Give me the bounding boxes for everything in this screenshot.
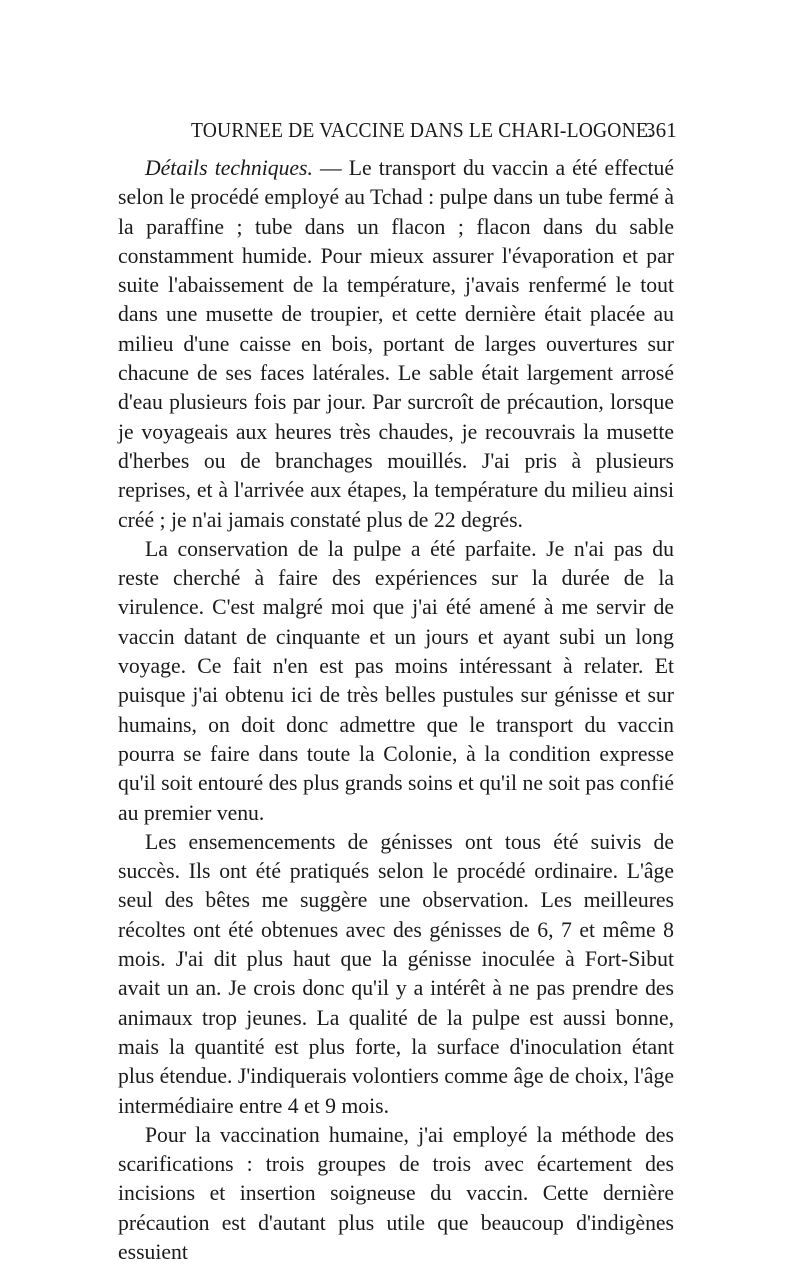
paragraph-1 [118, 154, 674, 535]
page-number: 361 [644, 118, 677, 142]
paragraph-1-text: — Le transport du vaccin a été effectué selon le procédé employé au Tchad : pulpe dans un tube fermé à la paraffine ; tube dans un flacon ; flacon dans du sable constamment humide. Pour mieux assurer l'évaporation et par suite l'abaissement de la température, j'avais renfermé le tout dans une musette de troupier, et cette dernière était placée au milieu d'une caisse en bois, portant de larges ouvertures sur chacune de ses faces latérales. Le sable était largement arrosé d'eau plusieurs fois par jour. Par surcroît de précaution, lorsque je voyageais aux heures très chaudes, je recouvrais la musette d'herbes ou de branchages mouillés. J'ai pris à plusieurs reprises, et à l'arrivée aux étapes, la température du milieu ainsi créé ; je n'ai jamais constaté plus de 22 degrés. [118, 156, 674, 532]
body-text [118, 154, 674, 1267]
running-header [118, 98, 677, 142]
paragraph-4: Pour la vaccination humaine, j'ai employé la méthode des scarifications : trois groupes de trois avec écartement des incisions et insertion soigneuse du vaccin. Cette dernière précaution est d'autant plus utile que beaucoup d'indigènes essuient [118, 1122, 674, 1264]
section-lead-in: Détails techniques. [145, 156, 313, 180]
running-title: TOURNEE DE VACCINE DANS LE CHARI-LOGONE. [191, 118, 654, 142]
book-page [118, 98, 677, 1267]
paragraph-2: La conservation de la pulpe a été parfaite. Je n'ai pas du reste cherché à faire des expériences sur la durée de la virulence. C'est malgré moi que j'ai été amené à me servir de vaccin datant de cinquante et un jours et ayant subi un long voyage. Ce fait n'en est pas moins intéressant à relater. Et puisque j'ai obtenu ici de très belles pustules sur génisse et sur humains, on doit donc admettre que le transport du vaccin pourra se faire dans toute la Colonie, à la condition expresse qu'il soit entouré des plus grands soins et qu'il ne soit pas confié au premier venu. [118, 536, 674, 825]
paragraph-3: Les ensemencements de génisses ont tous été suivis de succès. Ils ont été pratiqués selon le procédé ordinaire. L'âge seul des bêtes me suggère une observation. Les meilleures récoltes ont été obtenues avec des génisses de 6, 7 et même 8 mois. J'ai dit plus haut que la génisse inoculée à Fort-Sibut avait un an. Je crois donc qu'il y a intérêt à ne pas prendre des animaux trop jeunes. La qualité de la pulpe est aussi bonne, mais la quantité est plus forte, la surface d'inoculation étant plus étendue. J'indiquerais volontiers comme âge de choix, l'âge intermédiaire entre 4 et 9 mois. [118, 829, 674, 1118]
